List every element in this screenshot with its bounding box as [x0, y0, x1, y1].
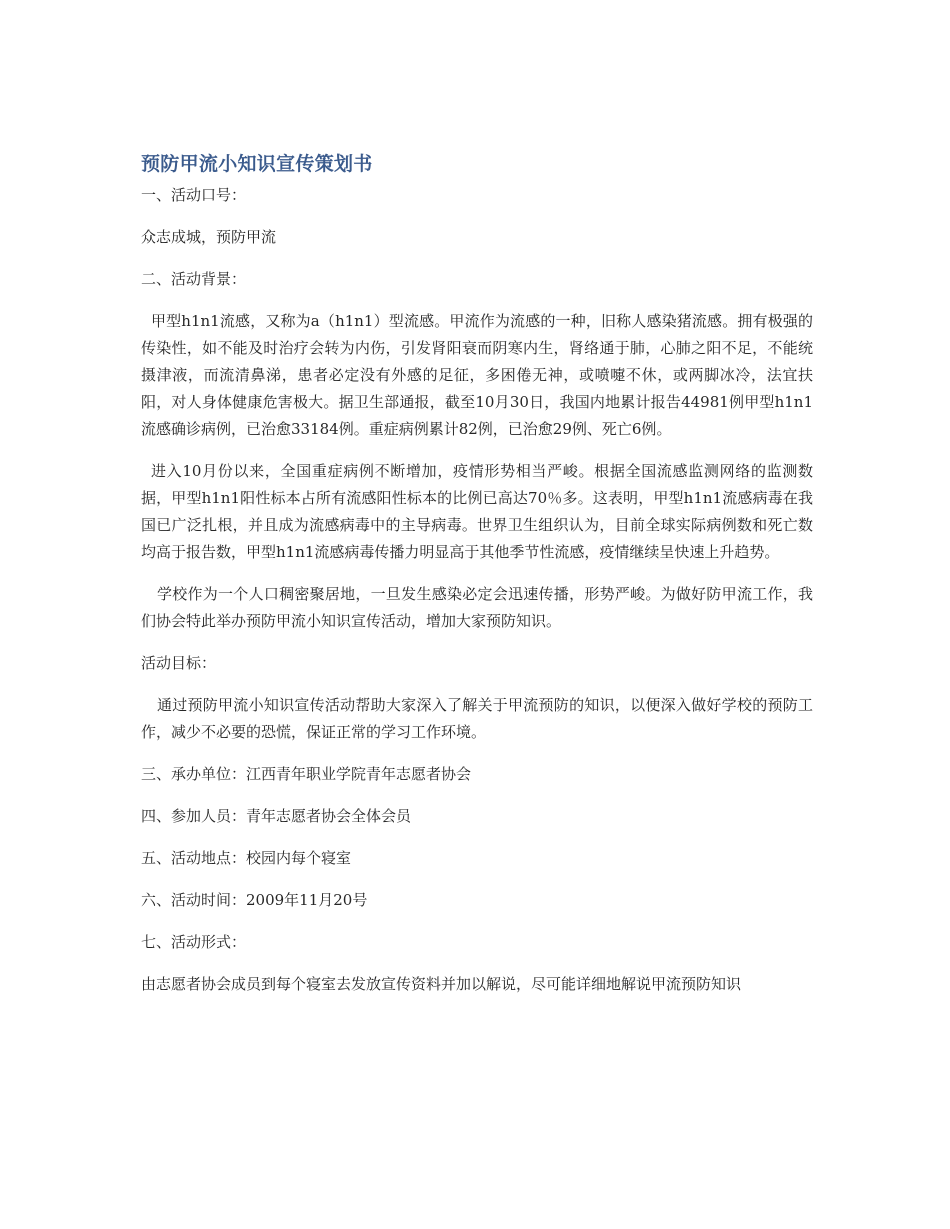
goal-heading: 活动目标：	[141, 654, 217, 672]
page-title: 预防甲流小知识宣传策划书	[141, 153, 373, 175]
location-line: 五、活动地点：校园内每个寝室	[141, 849, 352, 867]
time-line: 六、活动时间：2009年11月20号	[141, 891, 368, 909]
background-paragraph-3: 学校作为一个人口稠密聚居地，一旦发生感染必定会迅速传播，形势严峻。为做好防甲流工作，我们协会特此举办预防甲流小知识宣传活动，增加大家预防知识。	[141, 585, 813, 630]
participants-line: 四、参加人员：青年志愿者协会全体会员	[141, 807, 412, 825]
format-paragraph: 由志愿者协会成员到每个寝室去发放宣传资料并加以解说，尽可能详细地解说甲流预防知识	[141, 975, 742, 993]
slogan-text: 众志成城，预防甲流	[141, 228, 277, 246]
organizer-line: 三、承办单位：江西青年职业学院青年志愿者协会	[141, 765, 472, 783]
background-paragraph-1: 甲型h1n1流感，又称为a（h1n1）型流感。甲流作为流感的一种，旧称人感染猪流感。拥有极强的传染性，如不能及时治疗会转为内伤，引发肾阳衰而阴寒内生，肾络通于肺，心肺之阳不足，不能统摄津液，而流清鼻涕，患者必定没有外感的足征，多困倦无神，或喷嚏不休，或两脚冰冷，法宜扶阳，对人身体健康危害极大。据卫生部通报，截至10月30日，我国内地累计报告44981例甲型h1n1流感确诊病例，已治愈33184例。重症病例累计82例，已治愈29例、死亡6例。	[141, 312, 813, 438]
format-heading: 七、活动形式：	[141, 933, 247, 951]
background-heading: 二、活动背景：	[141, 270, 247, 288]
goal-paragraph: 通过预防甲流小知识宣传活动帮助大家深入了解关于甲流预防的知识，以便深入做好学校的预防工作，减少不必要的恐慌，保证正常的学习工作环境。	[141, 696, 813, 741]
document-page	[141, 150, 813, 1013]
background-paragraph-2: 进入10月份以来，全国重症病例不断增加，疫情形势相当严峻。根据全国流感监测网络的监测数据，甲型h1n1阳性标本占所有流感阳性标本的比例已高达70％多。这表明，甲型h1n1流感病毒在我国已广泛扎根，并且成为流感病毒中的主导病毒。世界卫生组织认为，目前全球实际病例数和死亡数均高于报告数，甲型h1n1流感病毒传播力明显高于其他季节性流感，疫情继续呈快速上升趋势。	[141, 462, 813, 561]
slogan-heading: 一、活动口号：	[141, 186, 247, 204]
